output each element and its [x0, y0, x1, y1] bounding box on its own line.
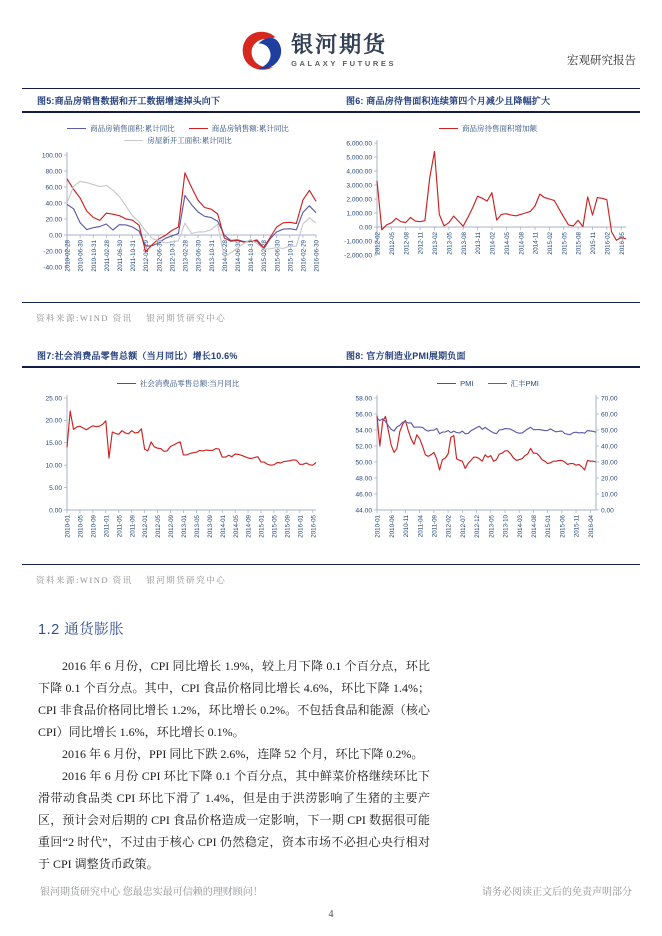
svg-text:2014-06-30: 2014-06-30	[234, 240, 242, 272]
svg-text:2010-01: 2010-01	[64, 515, 72, 538]
svg-text:4,000.00: 4,000.00	[346, 168, 372, 176]
svg-text:2013-02: 2013-02	[432, 232, 440, 255]
svg-text:15.00: 15.00	[45, 440, 62, 448]
svg-text:0.00: 0.00	[49, 232, 62, 240]
svg-text:2013-05: 2013-05	[193, 515, 201, 538]
legend-item	[67, 123, 175, 134]
brand-logo	[241, 30, 396, 72]
svg-text:2013-10: 2013-10	[502, 515, 510, 538]
svg-text:2011-04: 2011-04	[417, 515, 425, 538]
svg-text:2012-02: 2012-02	[445, 515, 453, 538]
svg-text:2011-10-31: 2011-10-31	[130, 240, 138, 272]
svg-text:5.00: 5.00	[49, 484, 62, 492]
svg-text:25.00: 25.00	[45, 395, 62, 403]
svg-text:44.00: 44.00	[355, 507, 372, 515]
page-header	[0, 0, 662, 88]
legend-line-swatch	[437, 383, 456, 384]
chart-figure5	[22, 119, 332, 298]
svg-text:20.00: 20.00	[601, 475, 618, 483]
svg-text:2010-01: 2010-01	[374, 515, 382, 538]
series-line	[377, 416, 596, 470]
svg-text:2015-01: 2015-01	[258, 515, 266, 538]
footer-disclaimer: 请务必阅读正文后的免责声明部分	[482, 887, 632, 898]
svg-text:2010-06-30: 2010-06-30	[77, 240, 85, 272]
svg-text:10.00: 10.00	[45, 462, 62, 470]
svg-text:2014-08: 2014-08	[531, 515, 539, 538]
svg-text:2015-02-28: 2015-02-28	[261, 240, 269, 272]
svg-text:2013-05: 2013-05	[446, 232, 454, 255]
svg-text:50.00: 50.00	[601, 427, 618, 435]
svg-text:2014-03: 2014-03	[516, 515, 524, 538]
svg-text:80.00: 80.00	[45, 168, 62, 176]
charts-row-1	[22, 119, 640, 298]
legend-label: 商品房销售面积:累计同比	[90, 124, 175, 133]
svg-text:2011-09: 2011-09	[431, 515, 439, 538]
svg-text:2015-06: 2015-06	[559, 515, 567, 538]
figure7-title: 图7:社会消费品零售总额（当月同比）增长10.6%	[37, 351, 238, 361]
svg-text:2010-09: 2010-09	[90, 515, 98, 538]
svg-text:2013-11: 2013-11	[475, 232, 483, 255]
legend-label: PMI	[460, 379, 474, 388]
series-line	[67, 411, 316, 465]
svg-text:-40.00: -40.00	[43, 264, 62, 272]
legend-label: 社会消费品零售总额:当月同比	[139, 379, 240, 388]
legend-label: 汇丰PMI	[510, 379, 539, 388]
series-line	[67, 173, 316, 252]
legend-item	[189, 123, 289, 134]
chart-figure6-legend	[344, 123, 632, 134]
svg-text:60.00: 60.00	[601, 411, 618, 419]
svg-text:2,000.00: 2,000.00	[346, 196, 372, 204]
svg-text:2013-02-28: 2013-02-28	[182, 240, 190, 272]
svg-text:2010-06: 2010-06	[388, 515, 396, 538]
chart-canvas	[340, 390, 636, 555]
series-line	[377, 418, 596, 434]
legend-label: 商品房待售面积增加额	[462, 124, 537, 133]
chart-canvas	[340, 135, 636, 272]
svg-text:2015-10-31: 2015-10-31	[287, 240, 295, 272]
svg-text:2016-04: 2016-04	[587, 515, 595, 538]
svg-text:48.00: 48.00	[355, 475, 372, 483]
source-block-2	[22, 564, 640, 588]
svg-text:2013-01: 2013-01	[181, 515, 189, 538]
svg-text:2012-05: 2012-05	[155, 515, 163, 538]
figure5-title: 图5:商品房销售数据和开工数据增速掉头向下	[37, 96, 221, 106]
legend-line-swatch	[67, 128, 86, 129]
svg-text:2010-02-28: 2010-02-28	[64, 240, 72, 272]
svg-text:2015-11: 2015-11	[590, 232, 598, 255]
svg-text:2011-09: 2011-09	[129, 515, 137, 538]
svg-text:-2,000.00: -2,000.00	[344, 252, 372, 260]
svg-text:2014-08: 2014-08	[518, 232, 526, 255]
svg-text:5,000.00: 5,000.00	[346, 154, 372, 162]
svg-text:2016-05: 2016-05	[618, 232, 626, 255]
charts-row-2	[22, 374, 640, 560]
section-inflation	[38, 618, 638, 875]
chart-figure7	[22, 374, 332, 560]
svg-text:2015-06-30: 2015-06-30	[274, 240, 282, 272]
svg-text:0.00: 0.00	[601, 507, 614, 515]
svg-text:40.00: 40.00	[601, 443, 618, 451]
brand-name-en: GALAXY FUTURES	[291, 59, 397, 68]
svg-text:2013-09: 2013-09	[206, 515, 214, 538]
source-text-2: 资料来源:WIND 资讯 银河期货研究中心	[36, 575, 227, 585]
chart-canvas	[30, 390, 326, 555]
svg-text:2012-02-29: 2012-02-29	[143, 240, 151, 272]
chart-figure8	[332, 374, 642, 560]
svg-text:2012-10-31: 2012-10-31	[169, 240, 177, 272]
svg-text:2014-05: 2014-05	[503, 232, 511, 255]
svg-text:46.00: 46.00	[355, 491, 372, 499]
svg-text:2013-10-31: 2013-10-31	[208, 240, 216, 272]
paragraph-cpi: 2016 年 6 月份，CPI 同比增长 1.9%，较上月下降 0.1 个百分点，环比下降 0.1 个百分点。其中，CPI 食品价格同比增长 4.6%，环比下降 1.4%；CPI 非食品价格同比增长 1.2%，环比增长 0.2%。不包括食品和能源（核心 CPI）同比增长 1.6%，环比增长 0.1%。	[38, 659, 430, 739]
svg-text:2012-02: 2012-02	[374, 232, 382, 255]
svg-text:20.00: 20.00	[45, 216, 62, 224]
legend-label: 商品房销售额:累计同比	[211, 124, 289, 133]
svg-text:6,000.00: 6,000.00	[346, 140, 372, 148]
figure6-title: 图6: 商品房待售面积连续第四个月减少且降幅扩大	[346, 96, 551, 106]
svg-text:2010-10-31: 2010-10-31	[90, 240, 98, 272]
svg-text:58.00: 58.00	[355, 395, 372, 403]
legend-item	[439, 123, 537, 134]
legend-line-swatch	[124, 140, 143, 141]
svg-text:2011-01: 2011-01	[103, 515, 111, 538]
paragraph-ppi: 2016 年 6 月份，PPI 同比下跌 2.6%，连降 52 个月，环比下降 0.2%。	[62, 747, 424, 761]
svg-text:70.00: 70.00	[601, 395, 618, 403]
figure-titles-rule-1	[22, 111, 640, 113]
svg-text:50.00: 50.00	[355, 459, 372, 467]
legend-item	[488, 378, 539, 389]
svg-text:2015-05: 2015-05	[561, 232, 569, 255]
svg-text:100.00: 100.00	[41, 152, 62, 160]
chart-canvas	[30, 147, 326, 293]
svg-text:2013-08: 2013-08	[460, 232, 468, 255]
svg-text:2012-08: 2012-08	[403, 232, 411, 255]
svg-text:0.00: 0.00	[49, 507, 62, 515]
svg-text:2015-02: 2015-02	[546, 232, 554, 255]
source-text-1: 资料来源:WIND 资讯 银河期货研究中心	[36, 313, 227, 323]
svg-text:2014-09: 2014-09	[245, 515, 253, 538]
chart-figure5-legend	[34, 123, 322, 146]
chart-figure8-legend	[344, 378, 632, 389]
svg-text:2010-05: 2010-05	[77, 515, 85, 538]
footer-slogan: 银河期货研究中心 您最忠实最可信赖的理财顾问！	[40, 887, 263, 898]
svg-text:2012-07: 2012-07	[459, 515, 467, 538]
svg-text:1,000.00: 1,000.00	[346, 210, 372, 218]
paragraph-cpi-outlook: 2016 年 6 月份 CPI 环比下降 0.1 个百分点，其中鲜菜价格继续环比下滑带动食品类 CPI 环比下滑了 1.4%，但是由于洪涝影响了生猪的主要产区，预计会对后期的 CPI 食品价格造成一定影响，下一期 CPI 数据很可能重回“2 时代”，不过由于核心 CPI 仍然稳定，资本市场不必担心央行相对于 CPI 调整货币政策。	[38, 769, 430, 871]
legend-item	[437, 378, 473, 389]
svg-text:2011-02-28: 2011-02-28	[103, 240, 111, 272]
svg-text:2013-05: 2013-05	[488, 515, 496, 538]
legend-line-swatch	[189, 128, 208, 129]
chart-figure6	[332, 119, 642, 298]
chart-figure7-legend	[34, 378, 322, 389]
source-block-1	[22, 302, 640, 326]
svg-text:2015-11: 2015-11	[573, 515, 581, 538]
brand-text	[291, 34, 396, 68]
report-type-label: 宏观研究报告	[567, 55, 636, 67]
svg-text:2016-02: 2016-02	[604, 232, 612, 255]
svg-text:2012-11: 2012-11	[417, 232, 425, 255]
brand-name-cn: 银河期货	[291, 32, 388, 57]
svg-text:10.00: 10.00	[601, 491, 618, 499]
svg-text:2016-01: 2016-01	[297, 515, 305, 538]
figure-titles-row-2	[22, 344, 640, 366]
svg-text:60.00: 60.00	[45, 184, 62, 192]
legend-line-swatch	[117, 383, 136, 384]
svg-text:20.00: 20.00	[45, 417, 62, 425]
figure8-title: 图8: 官方制造业PMI展期负面	[346, 351, 466, 361]
svg-text:2016-06-30: 2016-06-30	[313, 240, 321, 272]
legend-item	[117, 378, 240, 389]
legend-line-swatch	[439, 128, 458, 129]
figure-titles-rule-2	[22, 366, 640, 368]
svg-text:2012-06-30: 2012-06-30	[156, 240, 164, 272]
svg-text:2012-01: 2012-01	[142, 515, 150, 538]
section-heading: 1.2 通货膨胀	[38, 622, 125, 638]
svg-text:2014-02: 2014-02	[489, 232, 497, 255]
svg-text:2015-09: 2015-09	[284, 515, 292, 538]
svg-text:52.00: 52.00	[355, 443, 372, 451]
svg-text:2013-06-30: 2013-06-30	[195, 240, 203, 272]
svg-text:2014-11: 2014-11	[532, 232, 540, 255]
svg-text:2016-05: 2016-05	[310, 515, 318, 538]
legend-line-swatch	[488, 383, 507, 384]
galaxy-swirl-icon	[241, 30, 283, 72]
page-footer	[40, 883, 632, 898]
svg-text:2014-02-28: 2014-02-28	[221, 240, 229, 272]
svg-text:40.00: 40.00	[45, 200, 62, 208]
figure-titles-row-1	[22, 89, 640, 111]
svg-text:0.00: 0.00	[359, 224, 372, 232]
svg-text:2014-05: 2014-05	[232, 515, 240, 538]
svg-text:2016-02-29: 2016-02-29	[300, 240, 308, 272]
page-number: 4	[328, 909, 334, 920]
svg-text:2012-09: 2012-09	[168, 515, 176, 538]
svg-text:2011-05: 2011-05	[116, 515, 124, 538]
svg-text:2010-11: 2010-11	[403, 515, 411, 538]
svg-text:2011-06-30: 2011-06-30	[117, 240, 125, 272]
svg-text:2014-01: 2014-01	[219, 515, 227, 538]
svg-text:2012-12: 2012-12	[474, 515, 482, 538]
svg-text:2012-05: 2012-05	[388, 232, 396, 255]
svg-text:-1,000.00: -1,000.00	[344, 238, 372, 246]
legend-label: 房屋新开工面积:累计同比	[147, 136, 232, 145]
svg-text:3,000.00: 3,000.00	[346, 182, 372, 190]
svg-text:2014-10-31: 2014-10-31	[248, 240, 256, 272]
svg-text:2015-08: 2015-08	[575, 232, 583, 255]
svg-text:2015-05: 2015-05	[271, 515, 279, 538]
svg-text:54.00: 54.00	[355, 427, 372, 435]
svg-text:56.00: 56.00	[355, 411, 372, 419]
svg-text:2015-01: 2015-01	[545, 515, 553, 538]
svg-text:-20.00: -20.00	[43, 248, 62, 256]
svg-text:30.00: 30.00	[601, 459, 618, 467]
legend-item	[124, 135, 232, 146]
